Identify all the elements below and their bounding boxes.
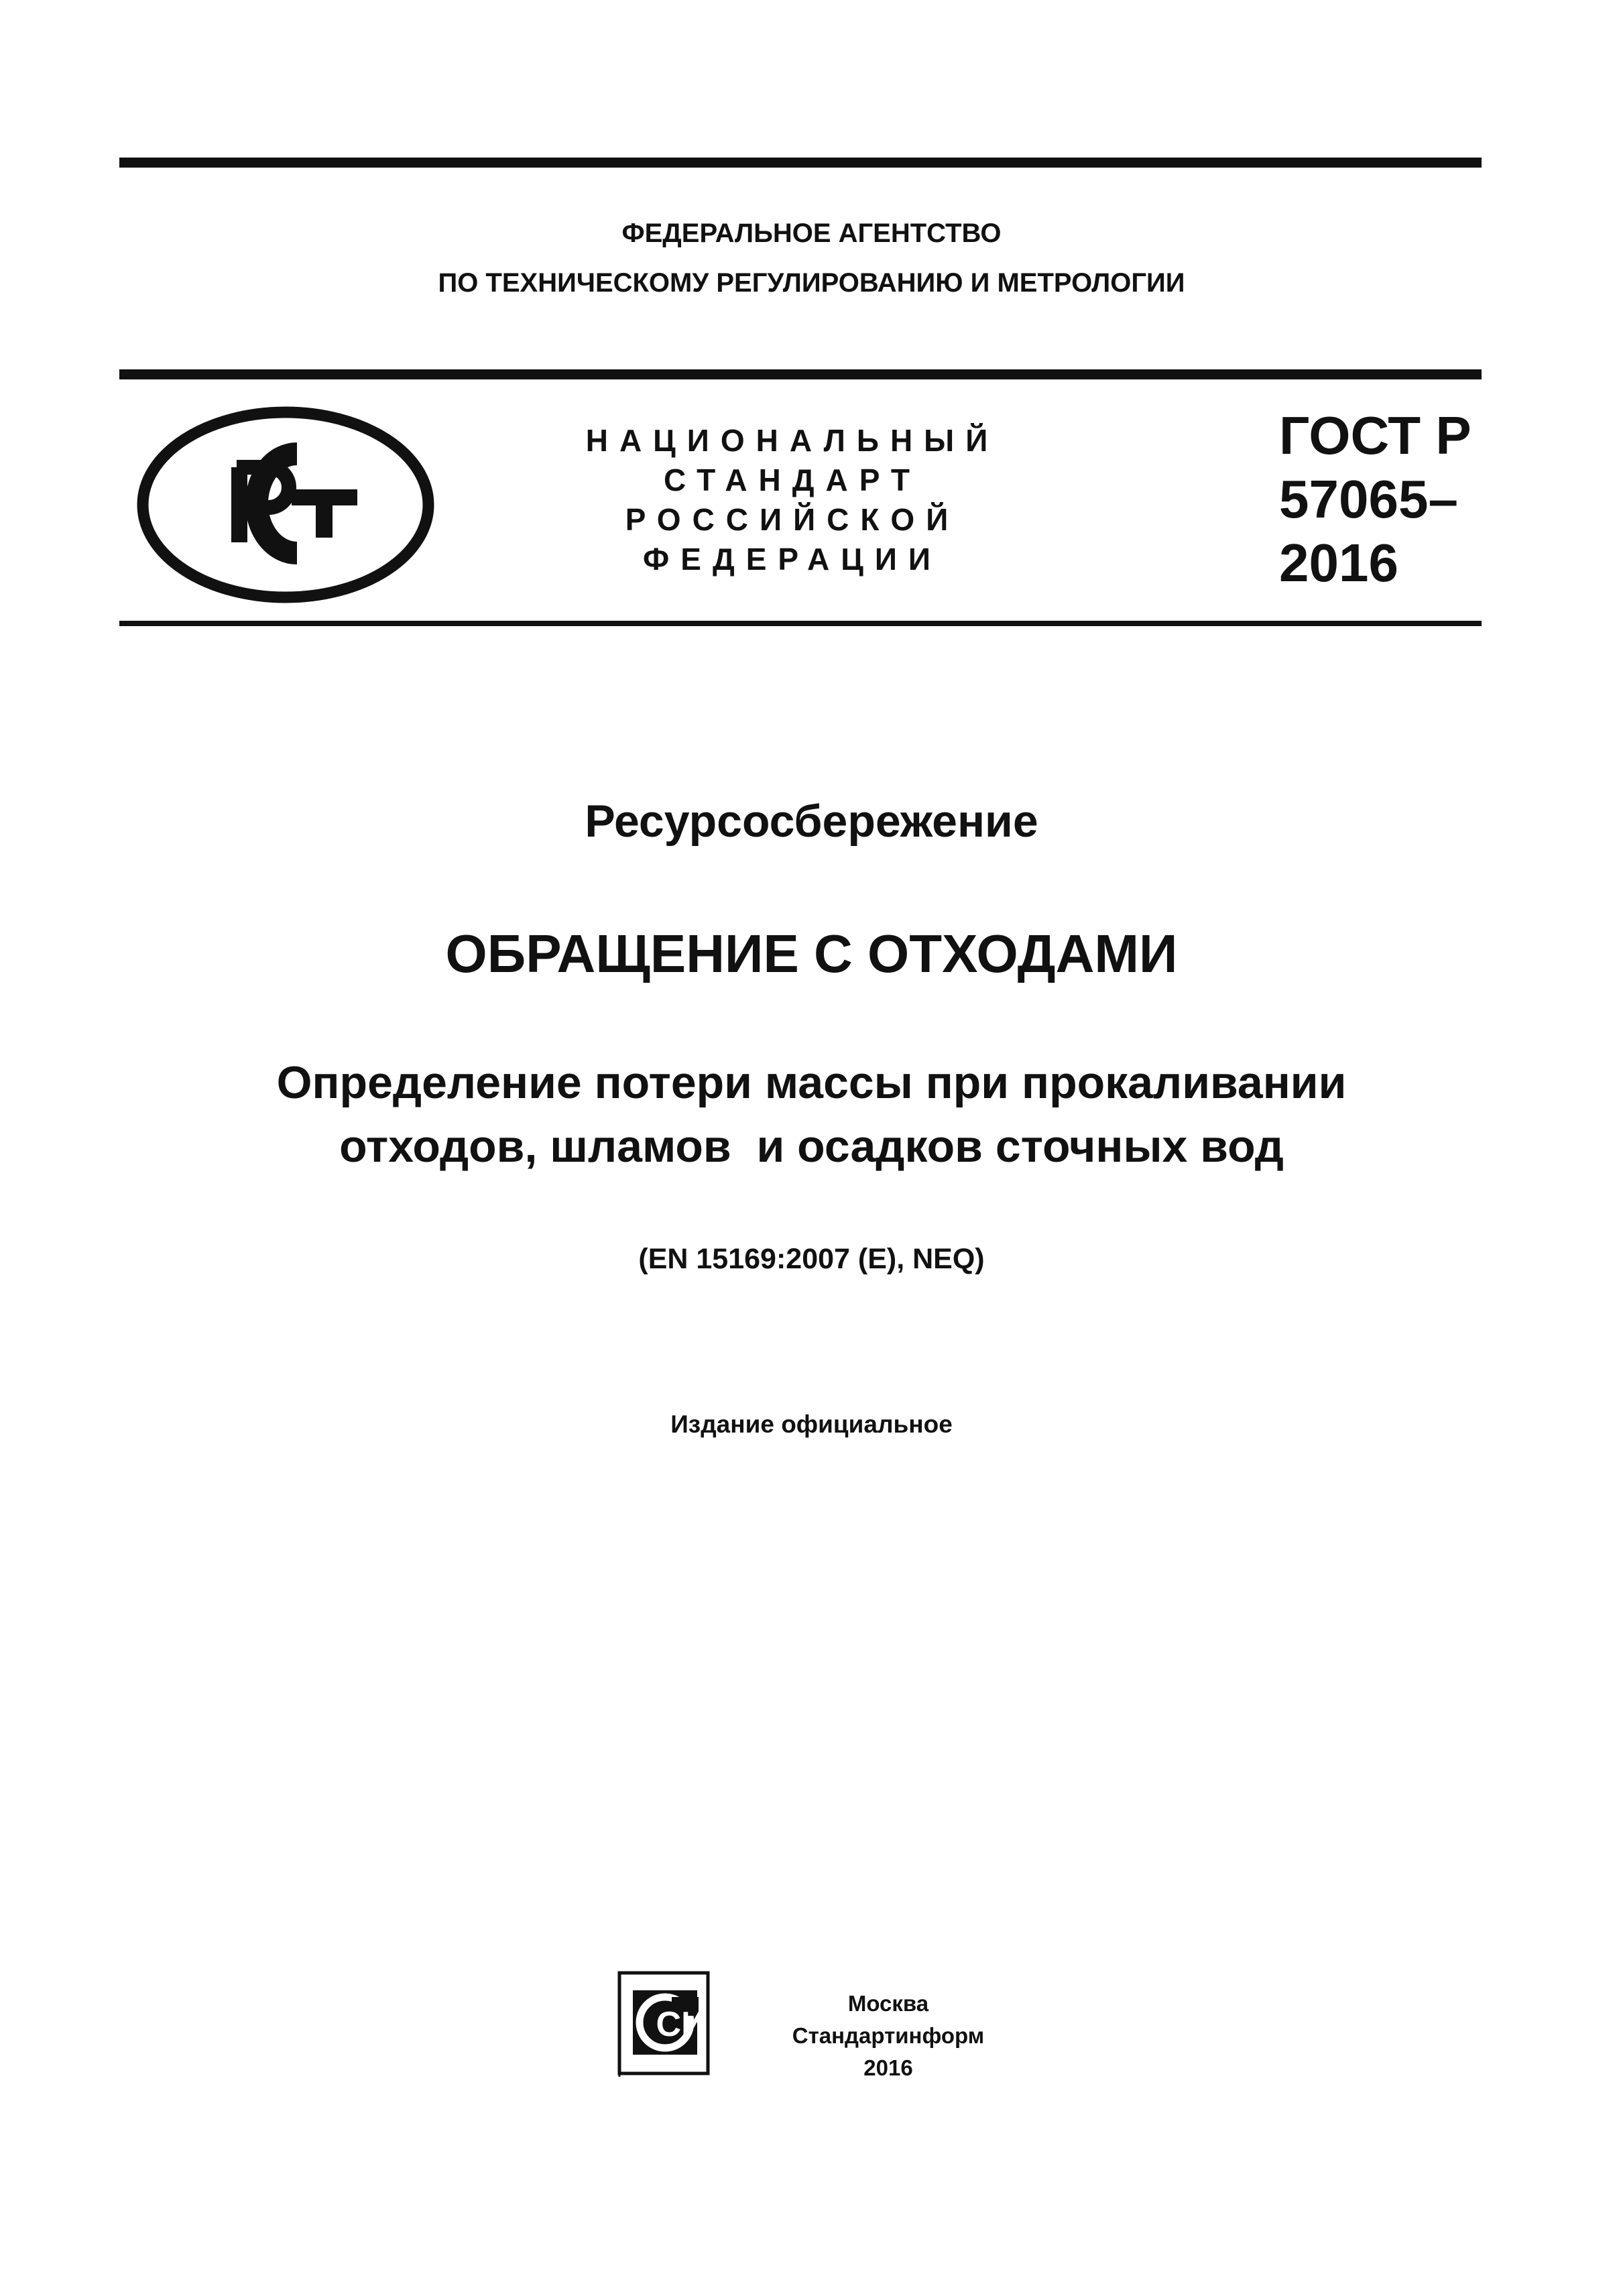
publisher-logo-text: СИ [656, 2005, 707, 2044]
main-title: ОБРАЩЕНИЕ С ОТХОДАМИ [445, 924, 1178, 983]
national-standard-line-2: СТАНДАРТ [664, 463, 921, 497]
national-standard-line-1: НАЦИОНАЛЬНЫЙ [585, 423, 1000, 458]
header-rule-upper [119, 369, 1482, 379]
publisher-name: Стандартинформ [792, 2023, 985, 2048]
publisher-block [697, 1988, 1079, 2084]
designation-line-1: ГОСТ Р [1279, 406, 1471, 465]
designation-line-2: 57065– [1279, 469, 1458, 529]
agency-line-2: ПО ТЕХНИЧЕСКОМУ РЕГУЛИРОВАНИЮ И МЕТРОЛОГИИ [438, 268, 1185, 298]
edition-label: Издание официальное [670, 1410, 953, 1438]
publisher-city: Москва [847, 1991, 929, 2016]
category-title: Ресурсосбережение [585, 796, 1038, 847]
standard-designation [1279, 404, 1471, 595]
subtitle-line-1: Определение потери массы при прокаливании [276, 1057, 1347, 1108]
reference-standard: (EN 15169:2007 (E), NEQ) [638, 1243, 985, 1275]
designation-line-3: 2016 [1279, 533, 1398, 593]
header-rule-lower [119, 621, 1482, 626]
subtitle-line-2: отходов, шламов и осадков сточных вод [339, 1121, 1284, 1172]
top-rule [119, 158, 1482, 168]
agency-line-1: ФЕДЕРАЛЬНОЕ АГЕНТСТВО [621, 219, 1002, 248]
rst-certification-mark-icon [136, 405, 436, 605]
national-standard-line-4: ФЕДЕРАЦИИ [643, 542, 942, 577]
publisher-year: 2016 [863, 2055, 913, 2080]
national-standard-label [558, 421, 1027, 579]
national-standard-line-3: РОССИЙСКОЙ [625, 502, 960, 537]
